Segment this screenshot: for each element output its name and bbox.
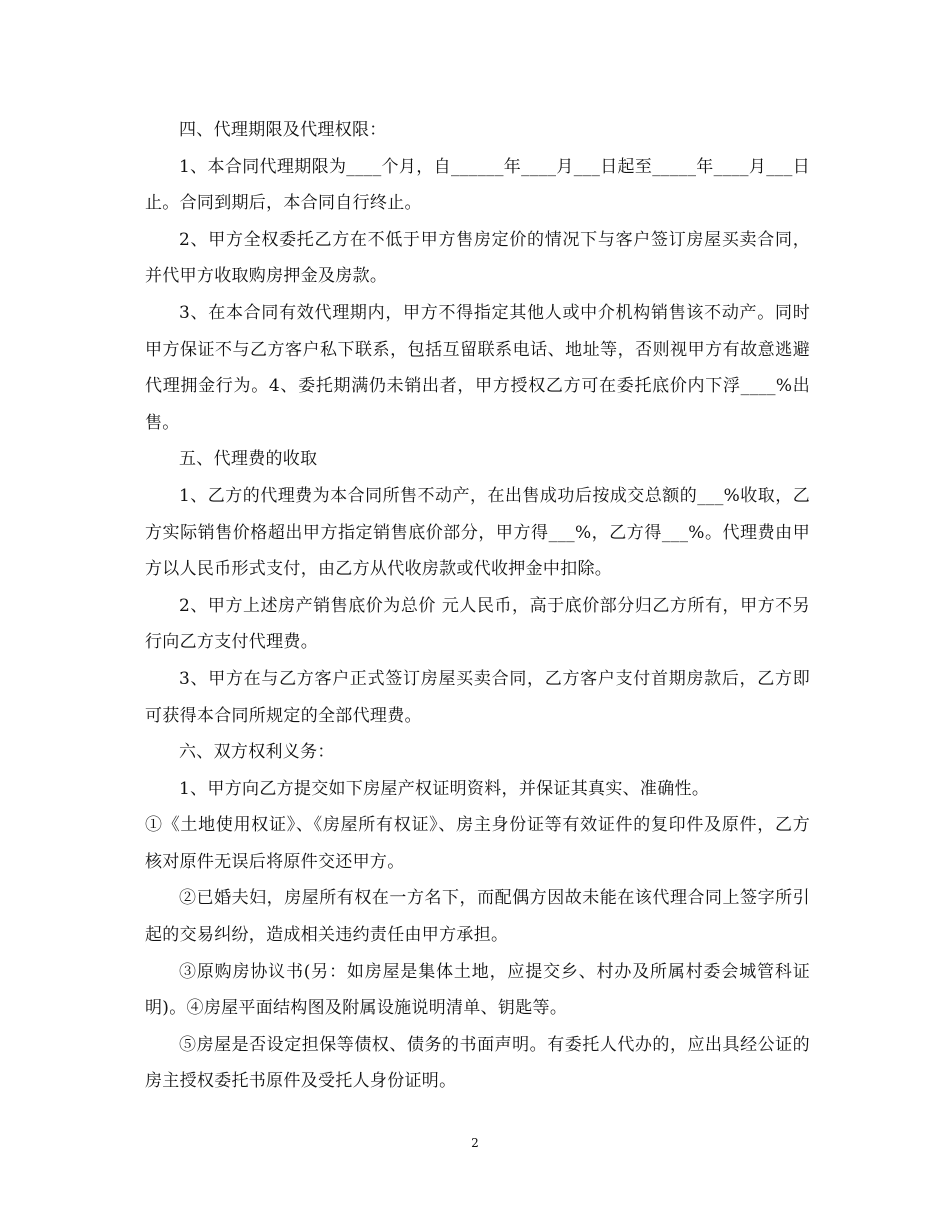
- clause-fee-entitlement: 3、甲方在与乙方客户正式签订房屋买卖合同，乙方客户支付首期房款后，乙方即可获得本合同所规定的全部代理费。: [145, 668, 810, 726]
- section-heading-rights-obligations: 六、双方权利义务：: [179, 742, 335, 763]
- item-certificates: ①《土地使用权证》、《房屋所有权证》、房主身份证等有效证件的复印件及原件，乙方核对原件无误后将原件交还甲方。: [145, 815, 810, 872]
- section-heading-agency-fee: 五、代理费的收取: [179, 449, 318, 470]
- clause-submit-documents: 1、甲方向乙方提交如下房屋产权证明资料，并保证其真实、准确性。: [179, 778, 710, 799]
- item-married-couple: ②已婚夫妇，房屋所有权在一方名下，而配偶方因故未能在该代理合同上签字所引起的交易纠纷，造成相关违约责任由甲方承担。: [145, 888, 810, 946]
- clause-agency-period: 1、本合同代理期限为____个月，自______年____月___日起至_____年____月___日止。合同到期后，本合同自行终止。: [145, 156, 810, 214]
- document-body: [145, 112, 810, 1100]
- section-heading-agency-term: 四、代理期限及代理权限：: [179, 120, 387, 140]
- item-guarantee-statement: ⑤房屋是否设定担保等债权、债务的书面声明。有委托人代办的，应出具经公证的房主授权委托书原件及受托人身份证明。: [145, 1034, 810, 1092]
- page-number: 2: [471, 1136, 479, 1150]
- clause-full-authorization: 2、甲方全权委托乙方在不低于甲方售房定价的情况下与客户签订房屋买卖合同，并代甲方收取购房押金及房款。: [145, 229, 810, 287]
- clause-fee-rate: 1、乙方的代理费为本合同所售不动产，在出售成功后按成交总额的___%收取，乙方实际销售价格超出甲方指定销售底价部分，甲方得___%，乙方得___%。代理费由甲方以人民币形式支付，由乙方从代收房款或代收押金中扣除。: [145, 485, 810, 580]
- clause-exclusive-agency: 3、在本合同有效代理期内，甲方不得指定其他人或中介机构销售该不动产。同时甲方保证不与乙方客户私下联系，包括互留联系电话、地址等，否则视甲方有故意逃避代理拥金行为。4、委托期满仍未销出者，甲方授权乙方可在委托底价内下浮____%出售。: [145, 302, 810, 433]
- item-purchase-agreement: ③原购房协议书(另：如房屋是集体土地，应提交乡、村办及所属村委会城管科证明)。④房屋平面结构图及附属设施说明清单、钥匙等。: [145, 961, 810, 1019]
- clause-base-price: 2、甲方上述房产销售底价为总价 元人民币，高于底价部分归乙方所有，甲方不另行向乙方支付代理费。: [145, 595, 810, 653]
